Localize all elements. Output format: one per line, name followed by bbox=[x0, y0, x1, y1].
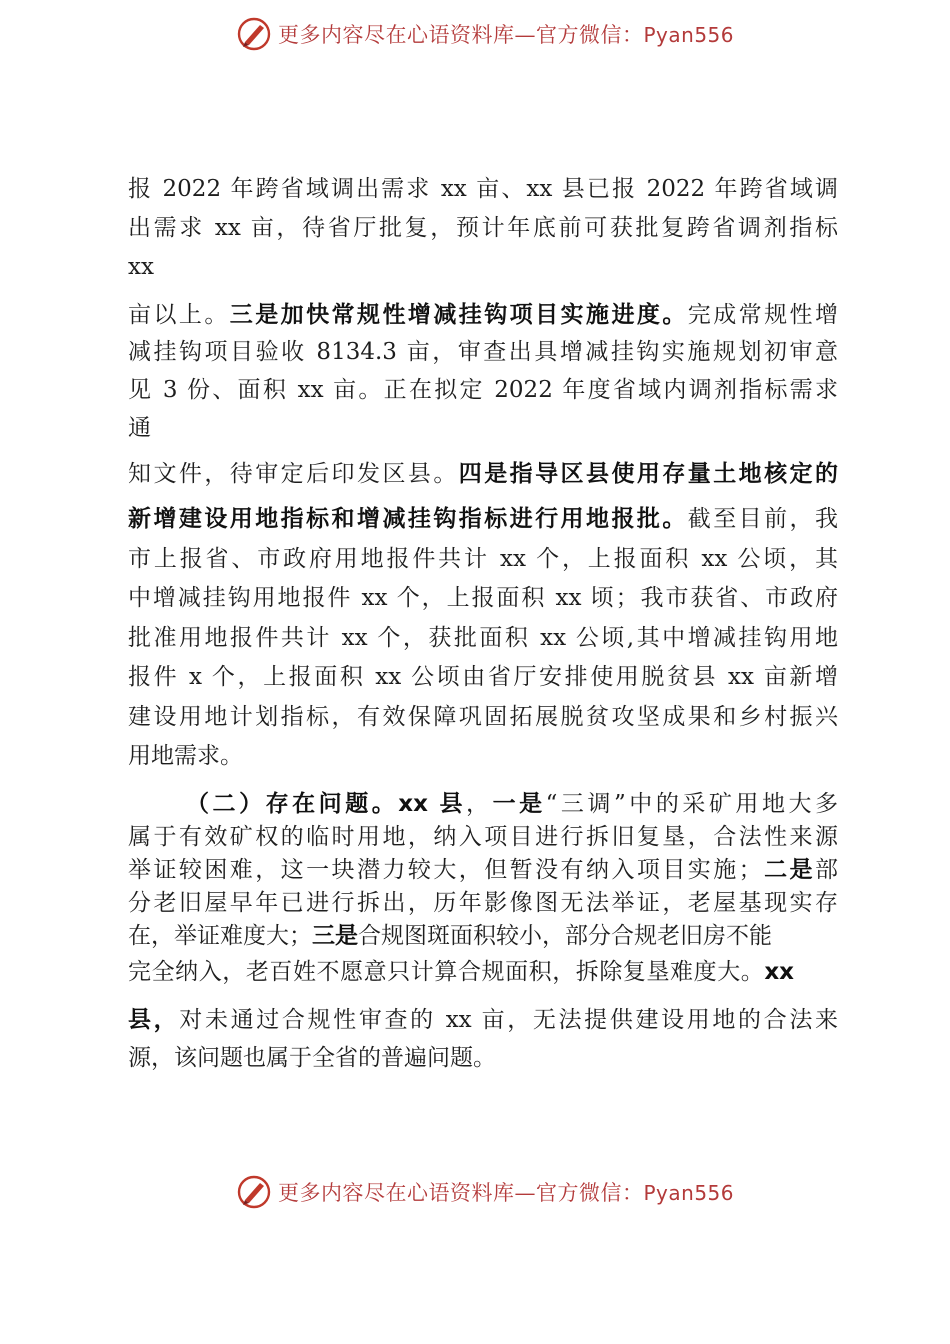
bold-run: 三是 bbox=[312, 923, 358, 949]
bold-run: 县， bbox=[128, 1007, 180, 1033]
bold-run: 二是 bbox=[761, 857, 816, 883]
bold-run: （二）存在问题。xx 县 bbox=[186, 791, 467, 817]
bold-run: xx bbox=[764, 959, 794, 985]
text-run: 通 bbox=[128, 415, 151, 441]
bold-run: 三是加快常规性增减挂钩项目实施进度。 bbox=[229, 302, 688, 328]
text-line bbox=[186, 788, 838, 820]
text-run: “三调”中的采矿用地大多 bbox=[545, 791, 839, 817]
text-line bbox=[128, 956, 794, 988]
text-line bbox=[128, 1042, 838, 1074]
text-line bbox=[128, 458, 838, 490]
text-line bbox=[128, 412, 838, 444]
watermark-header bbox=[236, 14, 736, 54]
text-line bbox=[128, 661, 838, 693]
text-line bbox=[128, 374, 838, 406]
watermark-text: 更多内容尽在心语资料库—官方微信：Pyan556 bbox=[278, 23, 735, 47]
text-line bbox=[128, 821, 838, 853]
text-run: 完成常规性增 bbox=[687, 302, 839, 328]
text-run: 截至目前，我 bbox=[687, 506, 839, 532]
text-line bbox=[128, 887, 838, 919]
text-run: 属于有效矿权的临时用地，纳入项目进行拆旧复垦，合法性来源 bbox=[128, 824, 838, 850]
text-run: xx bbox=[128, 254, 154, 280]
text-run: 减挂钩项目验收 8134.3 亩，审查出具增减挂钩实施规划初审意 bbox=[128, 339, 838, 365]
text-run: 见 3 份、面积 xx 亩。正在拟定 2022 年度省域内调剂指标需求 bbox=[128, 377, 838, 403]
text-run: 建设用地计划指标，有效保障巩固拓展脱贫攻坚成果和乡村振兴 bbox=[128, 704, 838, 730]
text-line bbox=[128, 173, 838, 205]
text-run: 部 bbox=[815, 857, 839, 883]
watermark-footer bbox=[236, 1172, 736, 1212]
bold-run: 新增建设用地指标和增减挂钩指标进行用地报批。 bbox=[128, 506, 688, 532]
text-line bbox=[128, 854, 838, 886]
text-run: 举证较困难，这一块潜力较大，但暂没有纳入项目实施； bbox=[128, 857, 762, 883]
text-run: 合规图斑面积较小，部分合规老旧房不能 bbox=[358, 923, 772, 949]
text-run: 分老旧屋早年已进行拆出，历年影像图无法举证，老屋基现实存 bbox=[128, 890, 838, 916]
text-run: 批准用地报件共计 xx 个，获批面积 xx 公顷,其中增减挂钩用地 bbox=[128, 625, 838, 651]
text-line bbox=[128, 503, 838, 535]
text-run: 出需求 xx 亩，待省厅批复，预计年底前可获批复跨省调剂指标 bbox=[128, 215, 838, 241]
text-run: ， bbox=[466, 791, 493, 817]
text-run: 用地需求。 bbox=[128, 743, 243, 769]
text-run: 源，该问题也属于全省的普遍问题。 bbox=[128, 1045, 496, 1071]
text-line bbox=[128, 622, 838, 654]
text-run: 知文件，待审定后印发区县。 bbox=[128, 461, 459, 487]
text-run: 亩以上。 bbox=[128, 302, 230, 328]
text-line bbox=[128, 543, 838, 575]
text-run: 报件 x 个，上报面积 xx 公顷由省厅安排使用脱贫县 xx 亩新增 bbox=[128, 664, 838, 690]
text-line bbox=[128, 582, 838, 614]
text-line bbox=[128, 920, 838, 952]
bold-run: 一是 bbox=[492, 791, 546, 817]
text-run: 在，举证难度大； bbox=[128, 923, 312, 949]
text-line bbox=[128, 212, 838, 244]
pen-logo-icon bbox=[236, 1174, 272, 1210]
text-line bbox=[128, 251, 838, 283]
text-run: 完全纳入，老百姓不愿意只计算合规面积，拆除复垦难度大。 bbox=[128, 959, 765, 985]
text-run: 中增减挂钩用地报件 xx 个，上报面积 xx 顷；我市获省、市政府 bbox=[128, 585, 838, 611]
text-line bbox=[128, 740, 838, 772]
bold-run: 四是指导区县使用存量土地核定的 bbox=[458, 461, 839, 487]
text-line bbox=[128, 1004, 838, 1036]
pen-logo-icon bbox=[236, 16, 272, 52]
text-run: 市上报省、市政府用地报件共计 xx 个，上报面积 xx 公顷，其 bbox=[128, 546, 838, 572]
watermark-text: 更多内容尽在心语资料库—官方微信：Pyan556 bbox=[278, 1181, 735, 1205]
text-line bbox=[128, 336, 838, 368]
text-run: 对未通过合规性审查的 xx 亩，无法提供建设用地的合法来 bbox=[179, 1007, 838, 1033]
text-line bbox=[128, 701, 838, 733]
text-run: 报 2022 年跨省域调出需求 xx 亩、xx 县已报 2022 年跨省域调 bbox=[128, 176, 838, 202]
text-line bbox=[128, 299, 838, 331]
